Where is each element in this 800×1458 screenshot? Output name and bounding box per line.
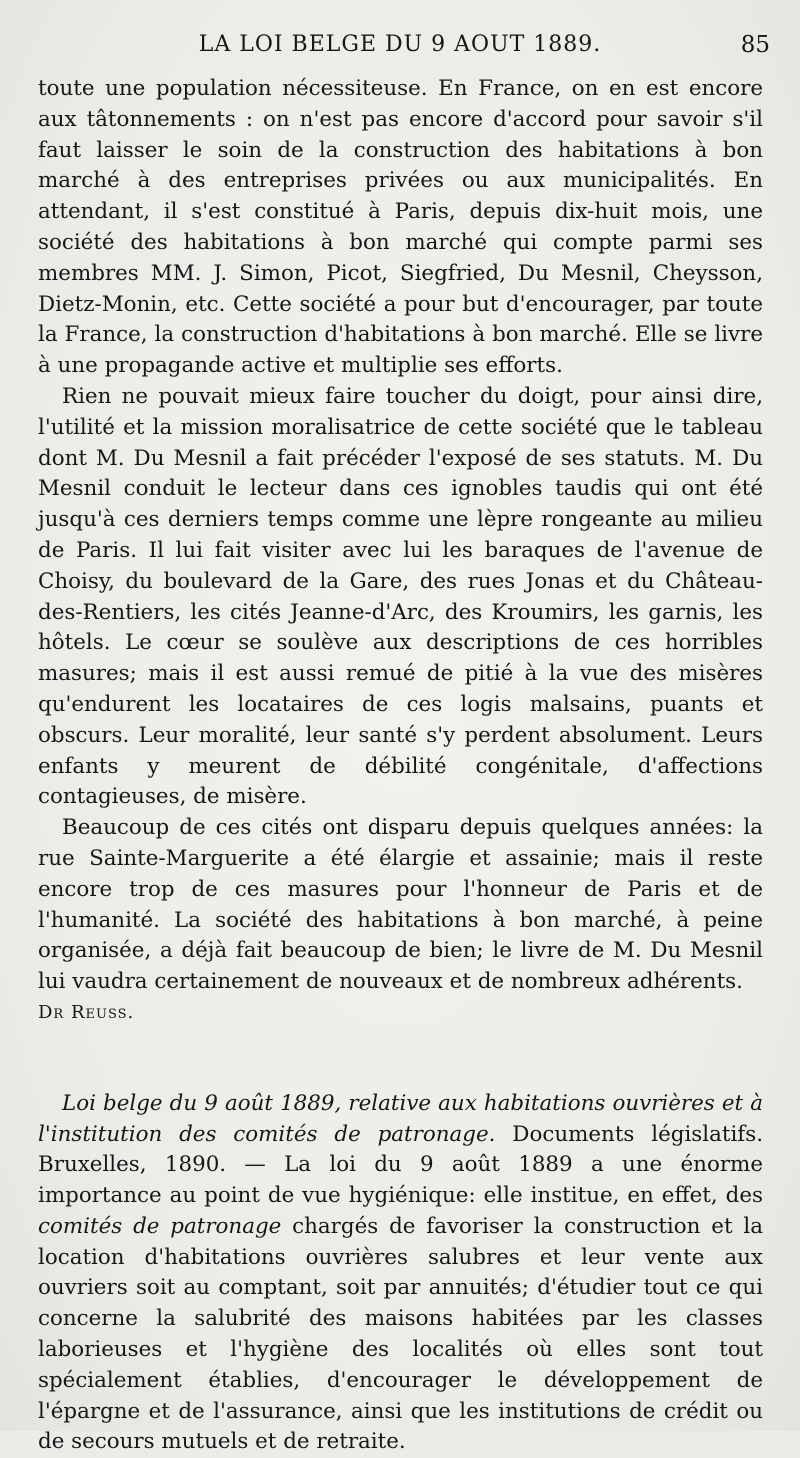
review-term: comités de patronage xyxy=(38,1213,282,1239)
paragraph-continuation: toute une population nécessiteuse. En France, on en est encore aux tâtonnements : on n'est pas encore d'accord pour savoir s'il faut laisser le soin de la construction des habitations à bon marché à des entreprises privées ou aux municipalités. En attendant, il s'est constitué à Paris, depuis dix-huit mois, une société des habitations à bon marché qui compte parmi ses membres MM. J. Simon, Picot, Siegfried, Du Mesnil, Cheysson, Dietz-Monin, etc. Cette société a pour but d'encourager, par toute la France, la construction d'habitations à bon marché. Elle se livre à une propagande active et multiplie ses efforts. xyxy=(38,76,763,379)
page-header xyxy=(0,28,800,68)
paragraph-du-mesnil: Rien ne pouvait mieux faire toucher du doigt, pour ainsi dire, l'utilité et la mission moralisatrice de cette société que le tableau dont M. Du Mesnil a fait précéder l'exposé de ses statuts. M. Du Mesnil conduit le lecteur dans ces ignobles taudis qui ont été jusqu'à ces derniers temps comme une lèpre rongeante au milieu de Paris. Il lui fait visiter avec lui les baraques de l'avenue de Choisy, du boulevard de la Gare, des rues Jonas et du Château-des-Rentiers, les cités Jeanne-d'Arc, des Kroumirs, les garnis, les hôtels. Le cœur se soulève aux descriptions de ces horribles masures; mais il est aussi remué de pitié à la vue des misères qu'endurent les locataires de ces logis malsains, puants et obscurs. Leur moralité, leur santé s'y perdent absolument. Leurs enfants y meurent de débilité congénitale, d'affections contagieuses, de misère. xyxy=(38,383,763,810)
running-title: LA LOI BELGE DU 9 AOUT 1889. xyxy=(198,32,602,57)
review-rest: chargés de favoriser la construction et la location d'habitations ouvrières salubres et leur vente aux ouvriers soit au comptant, soit par annuités; d'étudier tout ce qui concerne la salubrité des maisons habitées par les classes laborieuses et l'hygiène des localités où elles sont tout spécialement établies, d'encourager le développement de l'épargne et de l'assurance, ainsi que les institutions de crédit ou de secours mutuels et de retraite. xyxy=(38,1213,763,1455)
section-gap xyxy=(38,1029,763,1089)
paragraph-cites: Beaucoup de ces cités ont disparu depuis quelques années: la rue Sainte-Marguerite a été élargie et assainie; mais il reste encore trop de ces masures pour l'honneur de Paris et de l'humanité. La société des habitations à bon marché, à peine organisée, a déjà fait beaucoup de bien; le livre de M. Du Mesnil lui vaudra certainement de nouveaux et de nombreux adhérents. xyxy=(38,815,763,995)
review-paragraph xyxy=(38,1089,763,1458)
page-number: 85 xyxy=(740,32,770,58)
body-text xyxy=(38,74,763,1458)
author-signature: Dr Reuss. xyxy=(38,1001,135,1023)
review-title: Loi belge du 9 août 1889, relative aux habitations ouvrières et à l'institution des comités de patronage. xyxy=(38,1090,763,1147)
review-source: Documents législatifs. Bruxelles, 1890. — La loi du 9 août 1889 a une énorme importance au point de vue hygiénique: elle institue, en effet, des xyxy=(38,1121,763,1209)
